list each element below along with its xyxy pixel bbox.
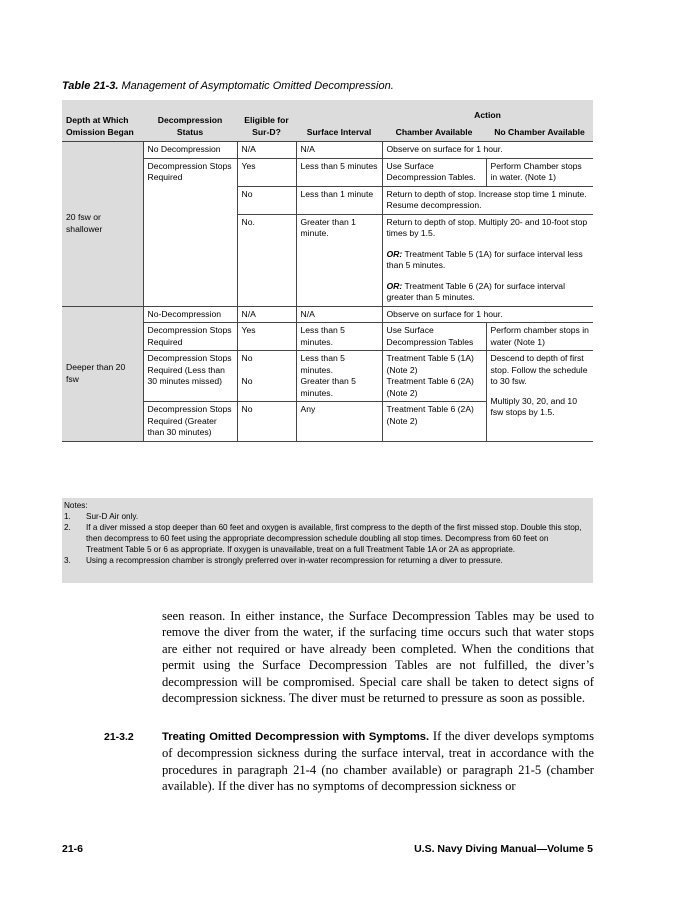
interval-cell: N/A — [296, 142, 382, 159]
status-cell: Decompression Stops Required (Greater than 30 minutes) — [143, 402, 237, 442]
interval-cell: Greater than 1 minute. — [296, 214, 382, 306]
no-chamber-cell: Perform Chamber stops in water. (Note 1) — [486, 158, 593, 186]
interval-cell: Less than 1 minute — [296, 186, 382, 214]
table-label: Table 21-3. — [62, 80, 119, 92]
header-status: Decompression Status — [143, 100, 237, 142]
or-label: OR: — [386, 280, 403, 291]
note-text: If a diver missed a stop deeper than 60 feet and oxygen is available, first compress to the depth of the first missed stop. Double this stop, then decompress to 60 feet using the appropriate decompression schedule doubling all stop times. Decompress from 60 feet on Treatment Table 5 or 6 as appropriate. If oxygen is unavailable, treat on a full Treatment Table 1A or 2A as appropriate. — [86, 523, 582, 554]
no-chamber-b: Multiply 30, 20, and 10 fsw stops by 1.5. — [490, 395, 577, 417]
note-number: 3. — [64, 556, 71, 565]
interval-a: Less than 5 minutes. — [300, 353, 345, 375]
status-cell: Decompression Stops Required — [143, 158, 237, 306]
chamber-a: Treatment Table 5 (1A) (Note 2) — [386, 353, 474, 375]
note-item — [62, 522, 593, 555]
chamber-cell: Use Surface Decompression Tables — [382, 323, 486, 351]
status-cell: Decompression Stops Required (Less than 30 minutes missed) — [143, 351, 237, 402]
section-title: Treating Omitted Decompression with Symptoms. — [162, 731, 430, 743]
action-text: Return to depth of stop. Multiply 20- and 10-foot stop times by 1.5. — [386, 216, 588, 238]
depth-cell: 20 fsw or shallower — [62, 142, 143, 307]
note-item — [62, 511, 593, 522]
action-cell — [382, 214, 593, 306]
action-cell: Observe on surface for 1 hour. — [382, 306, 593, 323]
header-eligible: Eligible for Sur-D? — [237, 100, 296, 142]
interval-cell: N/A — [296, 306, 382, 323]
eligible-b: No — [241, 376, 253, 386]
note-number: 1. — [64, 512, 71, 521]
table-title: Management of Asymptomatic Omitted Decompression. — [121, 80, 394, 92]
action-or-1 — [387, 249, 590, 272]
no-chamber-cell — [486, 351, 593, 442]
or-text: Treatment Table 5 (1A) for surface interval less than 5 minutes. — [386, 248, 583, 270]
interval-cell: Less than 5 minutes. — [296, 323, 382, 351]
interval-cell — [296, 351, 382, 402]
header-interval: Surface Interval — [296, 100, 382, 142]
eligible-a: No — [241, 353, 253, 363]
eligible-cell: Yes — [237, 323, 296, 351]
chamber-b: Treatment Table 6 (2A) (Note 2) — [386, 376, 474, 398]
decompression-table — [62, 100, 593, 442]
action-cell: Observe on surface for 1 hour. — [382, 142, 593, 159]
eligible-cell: No — [237, 186, 296, 214]
no-chamber-a: Descend to depth of first stop. Follow the schedule to 30 fsw. — [490, 353, 588, 386]
header-chamber: Chamber Available — [382, 125, 486, 142]
table-row — [62, 306, 593, 323]
eligible-cell: No — [237, 402, 296, 442]
or-text: Treatment Table 6 (2A) for surface interval greater than 5 minutes. — [386, 280, 565, 302]
header-depth: Depth at Which Omission Began — [62, 100, 143, 142]
status-cell: No Decompression — [143, 142, 237, 159]
eligible-cell: N/A — [237, 142, 296, 159]
interval-b: Greater than 5 minutes. — [300, 376, 356, 398]
or-label: OR: — [386, 248, 403, 259]
status-cell: Decompression Stops Required — [143, 323, 237, 351]
note-number: 2. — [64, 523, 71, 532]
eligible-cell: Yes — [237, 158, 296, 186]
note-text: Using a recompression chamber is strongly preferred over in-water recompression for returning a diver to pressure. — [86, 556, 503, 565]
notes-label: Notes: — [64, 501, 88, 510]
chamber-cell: Use Surface Decompression Tables. — [382, 158, 486, 186]
eligible-cell: N/A — [237, 306, 296, 323]
section-paragraph — [162, 728, 594, 795]
header-action: Action — [382, 100, 593, 125]
note-item — [62, 555, 593, 566]
depth-cell: Deeper than 20 fsw — [62, 306, 143, 441]
section-number: 21-3.2 — [104, 731, 134, 743]
body-paragraph: seen reason. In either instance, the Surface Decompression Tables may be used to remove the diver from the water, if the surfacing time occurs such that water stops are either not required or have already been completed. When the conditions that permit using the Surface Decompression Tables are not fulfilled, the diver’s decompression will be compromised. Special care shall be taken to detect signs of decompression sickness. The diver must be returned to pressure as soon as possible. — [162, 609, 594, 706]
status-cell: No-Decompression — [143, 306, 237, 323]
header-no-chamber: No Chamber Available — [486, 125, 593, 142]
page-number: 21-6 — [62, 843, 84, 855]
table-header-row-1 — [62, 100, 593, 125]
no-chamber-cell: Perform chamber stops in water (Note 1) — [486, 323, 593, 351]
table-row — [62, 142, 593, 159]
action-cell: Return to depth of stop. Increase stop time 1 minute. Resume decompression. — [382, 186, 593, 214]
eligible-cell: No. — [237, 214, 296, 306]
interval-cell: Any — [296, 402, 382, 442]
manual-title: U.S. Navy Diving Manual—Volume 5 — [414, 843, 593, 855]
eligible-cell — [237, 351, 296, 402]
interval-cell: Less than 5 minutes — [296, 158, 382, 186]
note-text: Sur-D Air only. — [86, 512, 139, 521]
table-caption — [62, 80, 394, 92]
chamber-cell: Treatment Table 6 (2A) (Note 2) — [382, 402, 486, 442]
table-notes — [62, 498, 593, 583]
chamber-cell — [382, 351, 486, 402]
action-or-2 — [387, 281, 590, 304]
section-body: If the diver develops symptoms of decompression sickness during the surface interval, treat in accordance with the procedures in paragraph 21-4 (no chamber available) or paragraph 21-5 (chamber available). If the diver has no symptoms of decompression sickness or — [162, 729, 594, 794]
